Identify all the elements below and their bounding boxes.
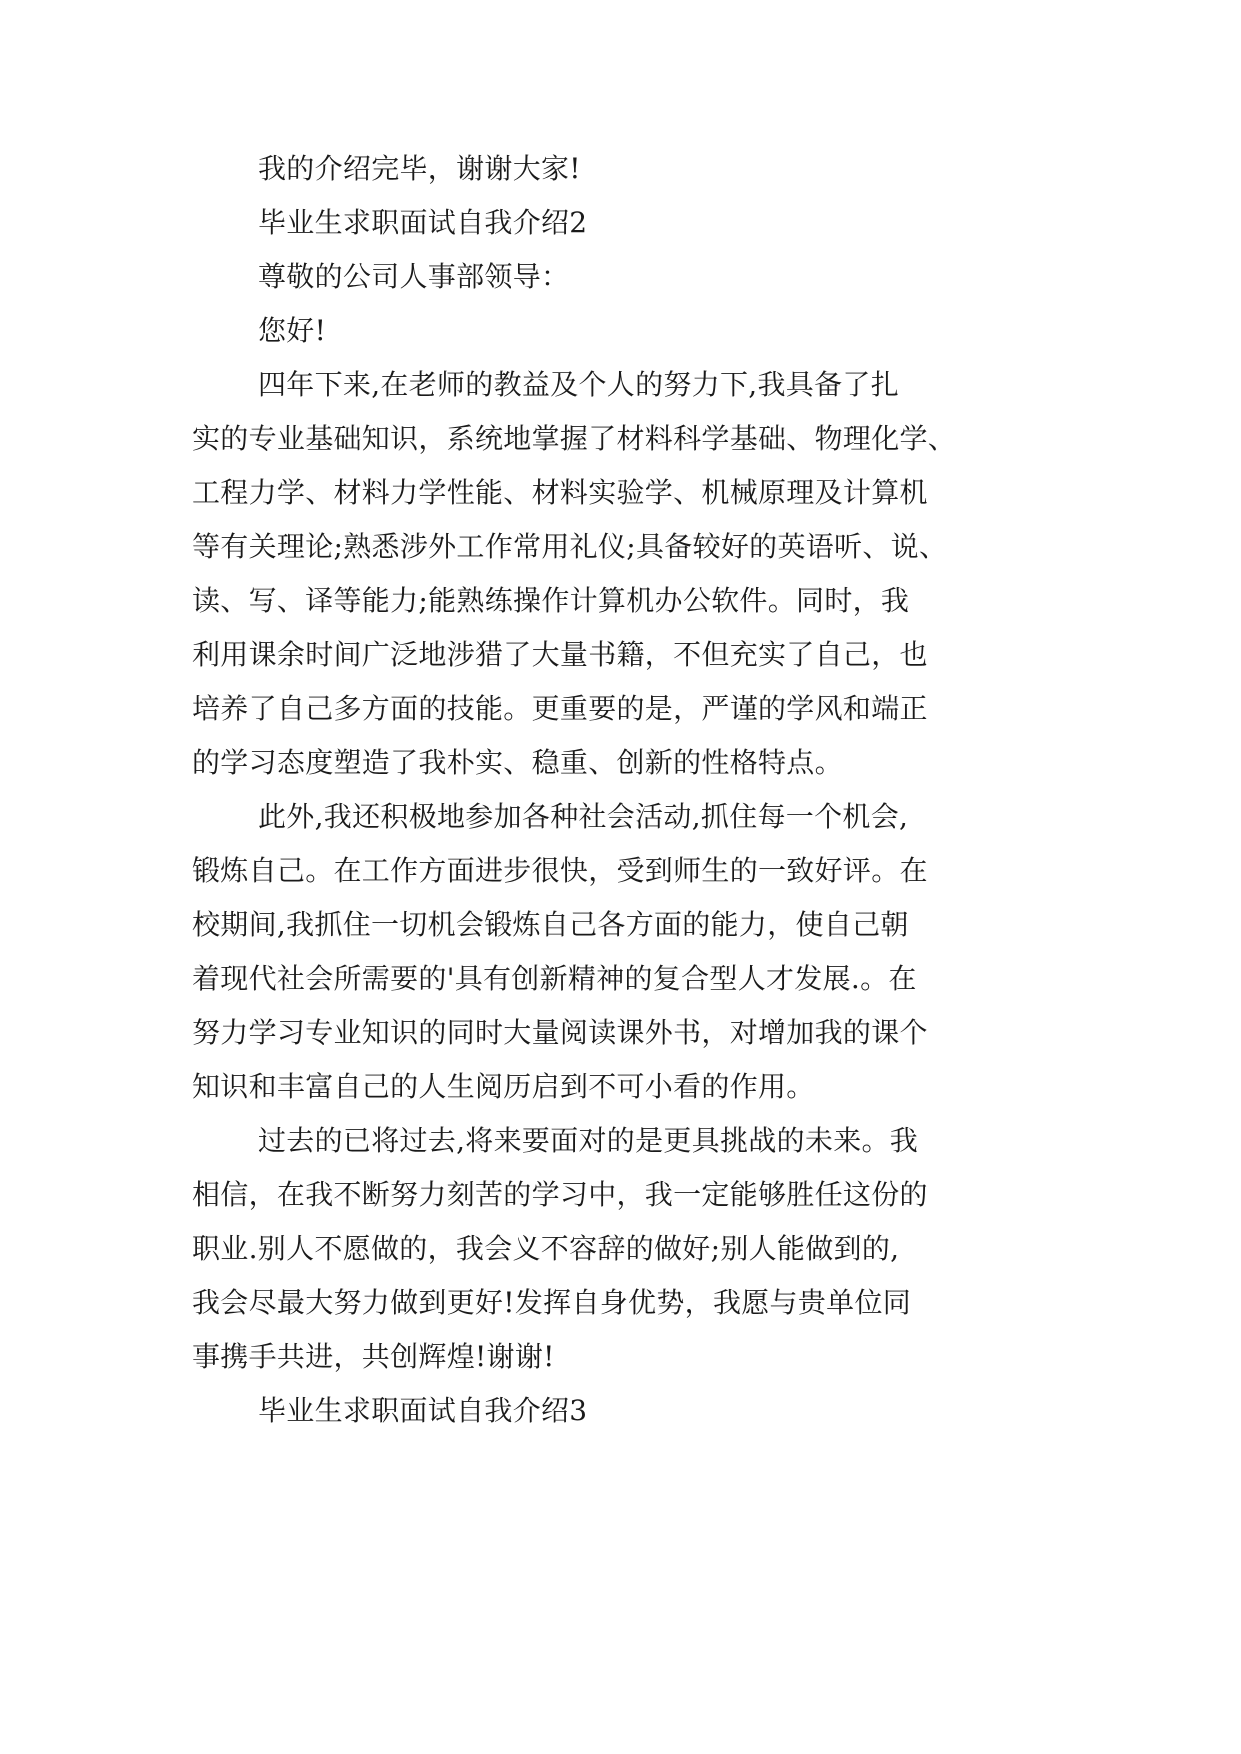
- paragraph-line: 努力学习专业知识的同时大量阅读课外书，对增加我的课个: [192, 1016, 928, 1049]
- paragraph-line: 此外,我还积极地参加各种社会活动,抓住每一个机会,: [258, 800, 909, 833]
- closing-line: 我的介绍完毕，谢谢大家!: [258, 152, 581, 185]
- paragraph-line: 工程力学、材料力学性能、材料实验学、机械原理及计算机: [192, 476, 928, 509]
- paragraph-line: 我会尽最大努力做到更好!发挥自身优势，我愿与贵单位同: [192, 1286, 912, 1319]
- paragraph-line: 四年下来,在老师的教益及个人的努力下,我具备了扎: [258, 368, 900, 401]
- paragraph-line: 知识和丰富自己的人生阅历启到不可小看的作用。: [192, 1070, 815, 1103]
- section-heading: 毕业生求职面试自我介绍2: [258, 206, 588, 239]
- paragraph-line: 读、写、译等能力;能熟练操作计算机办公软件。同时，我: [192, 584, 910, 617]
- paragraph-line: 等有关理论;熟悉涉外工作常用礼仪;具备较好的英语听、说、: [192, 530, 948, 563]
- paragraph-line: 过去的已将过去,将来要面对的是更具挑战的未来。我: [258, 1124, 919, 1157]
- paragraph-line: 事携手共进，共创辉煌!谢谢!: [192, 1340, 555, 1373]
- paragraph-line: 校期间,我抓住一切机会锻炼自己各方面的能力，使自己朝: [192, 908, 909, 941]
- paragraph-line: 锻炼自己。在工作方面进步很快，受到师生的一致好评。在: [192, 854, 928, 887]
- paragraph-line: 的学习态度塑造了我朴实、稳重、创新的性格特点。: [192, 746, 843, 779]
- salutation: 尊敬的公司人事部领导：: [258, 260, 570, 293]
- paragraph-line: 职业.别人不愿做的，我会义不容辞的做好;别人能做到的,: [192, 1232, 900, 1265]
- paragraph-line: 相信，在我不断努力刻苦的学习中，我一定能够胜任这份的: [192, 1178, 928, 1211]
- section-heading: 毕业生求职面试自我介绍3: [258, 1394, 588, 1427]
- paragraph-line: 实的专业基础知识，系统地掌握了材料科学基础、物理化学、: [192, 422, 957, 455]
- paragraph-line: 着现代社会所需要的'具有创新精神的复合型人才发展.。在: [192, 962, 917, 995]
- paragraph-line: 利用课余时间广泛地涉猎了大量书籍，不但充实了自己，也: [192, 638, 928, 671]
- paragraph-line: 培养了自己多方面的技能。更重要的是，严谨的学风和端正: [192, 692, 928, 725]
- greeting: 您好!: [258, 314, 327, 347]
